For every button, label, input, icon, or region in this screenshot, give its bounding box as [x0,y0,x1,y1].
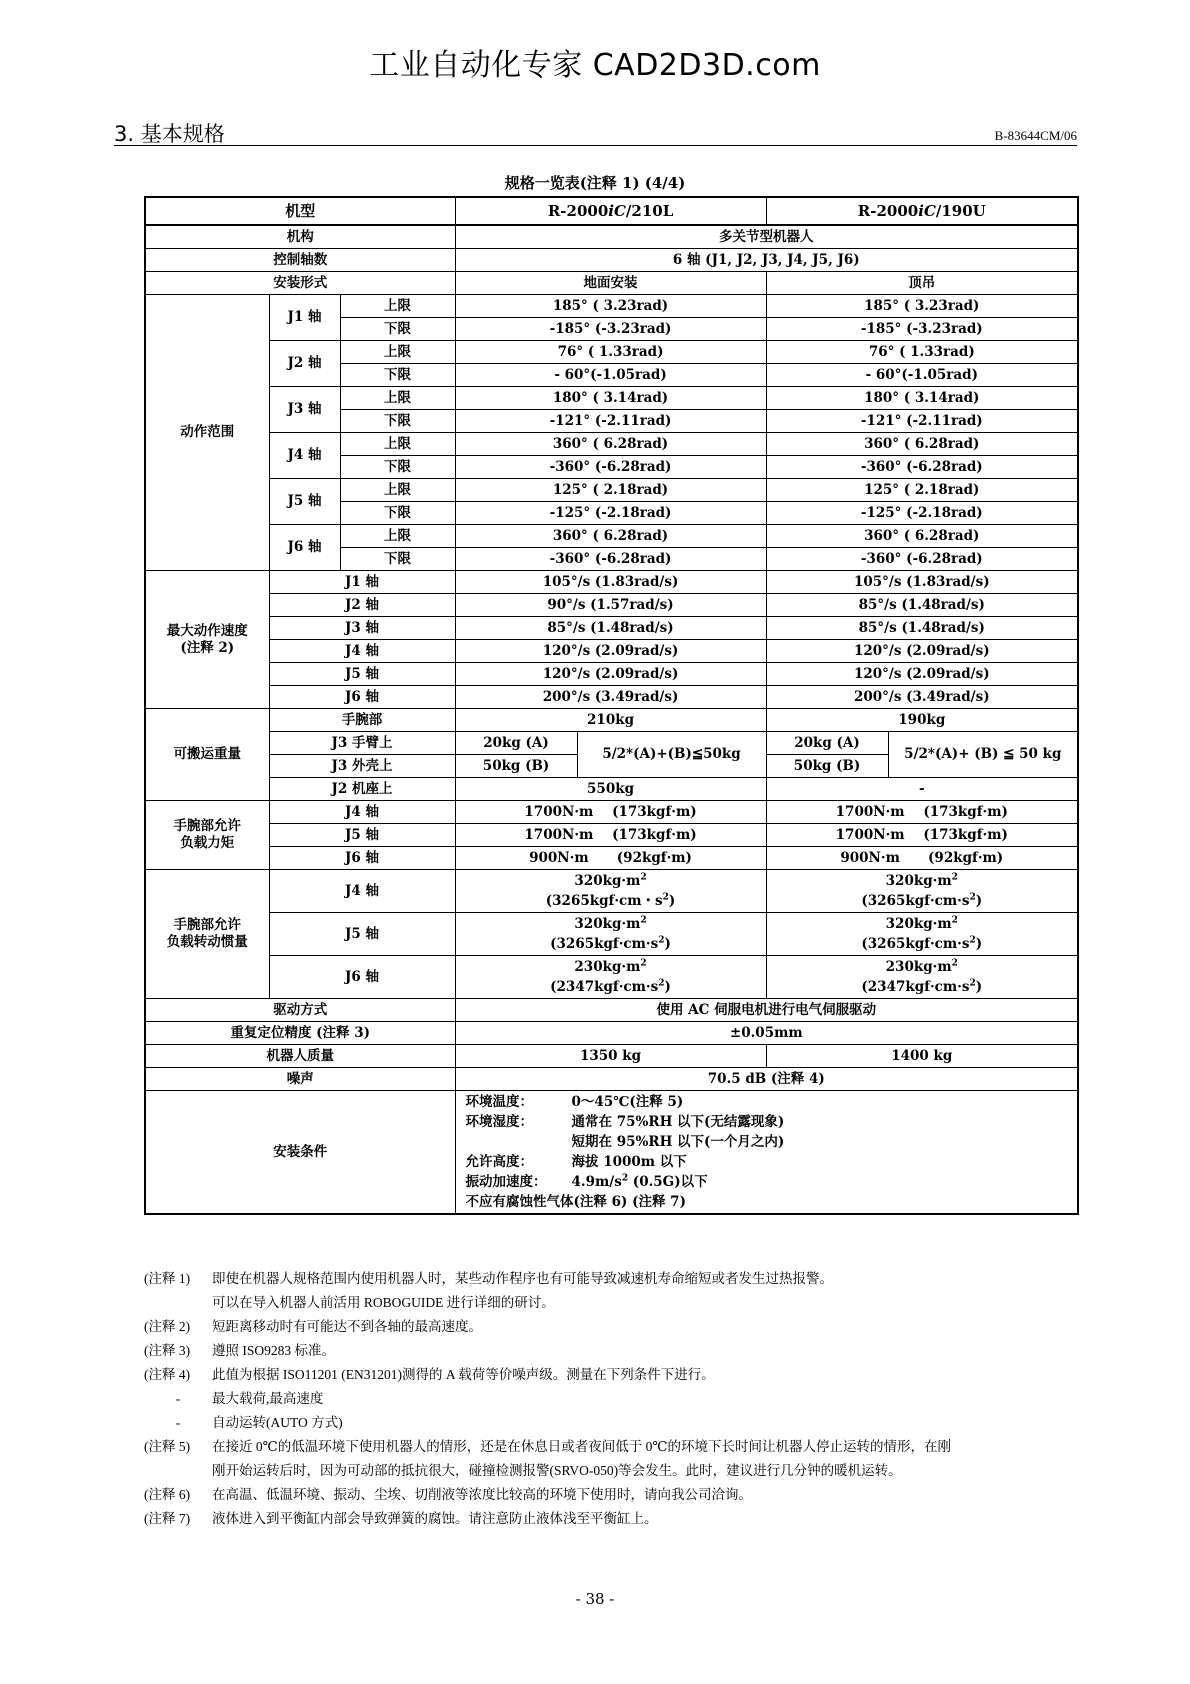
table-row [145,847,1078,870]
upper-label: 上限 [340,295,455,318]
lower-label: 下限 [340,318,455,341]
moment-value: 1700N·m (173kgf·m) [455,824,766,847]
note-item: (注释 3) 遵照 ISO9283 标准。 [144,1343,336,1358]
note-subitem: - 自动运转(AUTO 方式) [175,1415,343,1430]
range-value: -360° (-6.28rad) [455,456,766,479]
noise-label: 噪声 [145,1068,455,1091]
moment-value: 1700N·m (173kgf·m) [455,801,766,824]
install-conditions: 环境温度： 0～45℃(注释 5) 环境湿度： 通常在 75%RH 以下(无结露现象) 短期在 95%RH 以下(一个月之内) 允许高度： 海拔 1000m 以下 振动加速度： $4.9m/s^2$ (0.5G)以下 不应有腐蚀性气体(注释 6) (注释 7) [455,1091,1078,1215]
payload-label: 可搬运重量 [145,709,269,801]
mount-label: 安装形式 [145,272,455,295]
table-row [145,617,1078,640]
note-item: (注释 5) 在接近 0℃的低温环境下使用机器人的情形，还是在休息日或者夜间低于 0℃的环境下长时间让机器人停止运转的情形，在刚 [144,1439,951,1454]
range-value: 185° ( 3.23rad) [455,295,766,318]
inertia-axis-name: J4 轴 [269,870,455,913]
moment-label [145,801,269,870]
range-value: 180° ( 3.14rad) [766,387,1078,410]
moment-label-line2: 负载力矩 [180,835,235,851]
table-row [145,913,1078,956]
note-item: 可以在导入机器人前活用 ROBOGUIDE 进行详细的研讨。 [212,1295,555,1310]
table-row [145,732,1078,755]
inertia-value: $320kg\cdot m^2$ $(3265kgf\cdot cm\cdot s^2)$ [766,870,1078,913]
payload-wrist-a: 210kg [455,709,766,732]
table-row [145,479,1078,502]
table-row [145,272,1078,295]
table-row [145,640,1078,663]
table-row [145,1022,1078,1045]
header-model-a: R-2000iC/210L [455,197,766,225]
table-row [145,525,1078,548]
speed-value: 85°/s (1.48rad/s) [455,617,766,640]
payload-wrist-b: 190kg [766,709,1078,732]
table-row [145,1068,1078,1091]
range-value: 360° ( 6.28rad) [766,525,1078,548]
payload-j2base-b: - [766,778,1078,801]
upper-label: 上限 [340,341,455,364]
table-row [145,709,1078,732]
inertia-label-line2: 负载转动惯量 [166,934,248,950]
range-value: - 60°(-1.05rad) [455,364,766,387]
moment-label-line1: 手腕部允许 [173,818,241,834]
header-model-label: 机型 [145,197,455,225]
note-item: (注释 4) 此值为根据 ISO11201 (EN31201)测得的 A 载荷等价噪声级。测量在下列条件下进行。 [144,1367,715,1382]
speed-axis-name: J3 轴 [269,617,455,640]
table-row [145,1091,1078,1215]
speed-value: 200°/s (3.49rad/s) [766,686,1078,709]
section-title: 3. 基本规格 [114,122,225,146]
noise-value: 70.5 dB (注释 4) [455,1068,1078,1091]
table-row [145,870,1078,913]
moment-axis-name: J6 轴 [269,847,455,870]
spec-table [144,196,1079,1215]
lower-label: 下限 [340,456,455,479]
note-item: (注释 6) 在高温、低温环境、振动、尘埃、切削液等浓度比较高的环境下使用时，请向我公司洽询。 [144,1487,752,1502]
mass-label: 机器人质量 [145,1045,455,1068]
payload-combo-a: 5/2*(A)+(B)≦50kg [577,732,766,778]
inertia-label [145,870,269,999]
range-value: 360° ( 6.28rad) [455,433,766,456]
range-value: -360° (-6.28rad) [455,548,766,571]
range-value: -121° (-2.11rad) [766,410,1078,433]
install-label: 安装条件 [145,1091,455,1215]
range-value: -121° (-2.11rad) [455,410,766,433]
speed-value: 120°/s (2.09rad/s) [766,663,1078,686]
inertia-axis-name: J6 轴 [269,956,455,999]
range-axis-name: J5 轴 [269,479,340,525]
payload-j3case-a: 50kg (B) [455,755,577,778]
range-axis-name: J3 轴 [269,387,340,433]
speed-value: 90°/s (1.57rad/s) [455,594,766,617]
payload-j2base-a: 550kg [455,778,766,801]
table-row [145,594,1078,617]
table-row [145,387,1078,410]
range-axis-name: J6 轴 [269,525,340,571]
speed-value: 120°/s (2.09rad/s) [455,640,766,663]
note-item: 刚开始运转后时，因为可动部的抵抗很大，碰撞检测报警(SRVO-050)等会发生。此时，建议进行几分钟的暖机运转。 [212,1463,902,1478]
moment-value: 1700N·m (173kgf·m) [766,801,1078,824]
table-row [145,433,1078,456]
upper-label: 上限 [340,525,455,548]
range-value: -185° (-3.23rad) [455,318,766,341]
note-subitem: - 最大载荷,最高速度 [175,1391,324,1406]
range-axis-name: J1 轴 [269,295,340,341]
range-value: -360° (-6.28rad) [766,548,1078,571]
range-value: 185° ( 3.23rad) [766,295,1078,318]
drive-value: 使用 AC 伺服电机进行电气伺服驱动 [455,999,1078,1022]
table-row [145,249,1078,272]
notes-list [144,1267,1084,1531]
repeat-value: ±0.05mm [455,1022,1078,1045]
speed-label [145,571,269,709]
table-row [145,341,1078,364]
payload-combo-b: 5/2*(A)+ (B) ≦ 50 kg [888,732,1078,778]
range-value: 360° ( 6.28rad) [766,433,1078,456]
inertia-value: $230kg\cdot m^2$ $(2347kgf\cdot cm\cdot s^2)$ [766,956,1078,999]
speed-axis-name: J4 轴 [269,640,455,663]
table-caption: 规格一览表(注释 1) (4/4) [504,174,686,192]
axes-label: 控制轴数 [145,249,455,272]
speed-value: 200°/s (3.49rad/s) [455,686,766,709]
watermark-text: 工业自动化专家 CAD2D3D.com [369,48,821,83]
speed-axis-name: J1 轴 [269,571,455,594]
speed-label-line1: 最大动作速度 [166,622,248,639]
inertia-axis-name: J5 轴 [269,913,455,956]
note-item: (注释 7) 液体进入到平衡缸内部会导致弹簧的腐蚀。请注意防止液体浅至平衡缸上。 [144,1511,658,1526]
inertia-value: $230kg\cdot m^2$ $(2347kgf\cdot cm\cdot s^2)$ [455,956,766,999]
payload-j3arm-a: 20kg (A) [455,732,577,755]
mount-b: 顶吊 [766,272,1078,295]
table-row [145,824,1078,847]
payload-j3arm-name: J3 手臂上 [269,732,455,755]
upper-label: 上限 [340,387,455,410]
table-row [145,571,1078,594]
range-value: 125° ( 2.18rad) [455,479,766,502]
table-row [145,999,1078,1022]
payload-j3case-name: J3 外壳上 [269,755,455,778]
moment-value: 1700N·m (173kgf·m) [766,824,1078,847]
upper-label: 上限 [340,433,455,456]
speed-axis-name: J5 轴 [269,663,455,686]
range-value: 180° ( 3.14rad) [455,387,766,410]
table-row [145,663,1078,686]
payload-j3case-b: 50kg (B) [766,755,888,778]
mass-b: 1400 kg [766,1045,1078,1068]
lower-label: 下限 [340,502,455,525]
document-number: B-83644CM/06 [994,128,1077,143]
mechanism-label: 机构 [145,225,455,249]
payload-j2base-name: J2 机座上 [269,778,455,801]
table-row [145,801,1078,824]
repeat-label: 重复定位精度 (注释 3) [145,1022,455,1045]
speed-value: 105°/s (1.83rad/s) [455,571,766,594]
mechanism-value: 多关节型机器人 [455,225,1078,249]
range-value: -125° (-2.18rad) [455,502,766,525]
speed-value: 85°/s (1.48rad/s) [766,594,1078,617]
speed-axis-name: J6 轴 [269,686,455,709]
axes-value: 6 轴 (J1, J2, J3, J4, J5, J6) [455,249,1078,272]
note-item: (注释 1) 即使在机器人规格范围内使用机器人时，某些动作程序也有可能导致减速机寿命缩短或者发生过热报警。 [144,1271,833,1286]
speed-value: 105°/s (1.83rad/s) [766,571,1078,594]
moment-value: 900N·m (92kgf·m) [766,847,1078,870]
range-value: 125° ( 2.18rad) [766,479,1078,502]
payload-j3arm-b: 20kg (A) [766,732,888,755]
inertia-value: $320kg\cdot m^2$ $(3265kgf\cdot cm\cdot s^2)$ [455,913,766,956]
header-model-b: R-2000iC/190U [766,197,1078,225]
table-row [145,686,1078,709]
note-item: (注释 2) 短距离移动时有可能达不到各轴的最高速度。 [144,1319,482,1334]
speed-value: 120°/s (2.09rad/s) [455,663,766,686]
drive-label: 驱动方式 [145,999,455,1022]
range-value: 360° ( 6.28rad) [455,525,766,548]
range-value: -125° (-2.18rad) [766,502,1078,525]
mount-a: 地面安装 [455,272,766,295]
range-value: -185° (-3.23rad) [766,318,1078,341]
inertia-value: $320kg\cdot m^2$ (3265kgf·cm・$s^2$) [455,870,766,913]
table-header-row [145,197,1078,225]
mass-a: 1350 kg [455,1045,766,1068]
range-label: 动作范围 [145,295,269,571]
lower-label: 下限 [340,548,455,571]
payload-wrist-name: 手腕部 [269,709,455,732]
table-row [145,225,1078,249]
lower-label: 下限 [340,364,455,387]
inertia-value: $320kg\cdot m^2$ $(3265kgf\cdot cm\cdot s^2)$ [766,913,1078,956]
range-axis-name: J2 轴 [269,341,340,387]
page-number: - 38 - [575,1590,615,1608]
range-value: 76° ( 1.33rad) [455,341,766,364]
header-rule [114,145,1077,146]
speed-label-line2: (注释 2) [180,639,235,656]
moment-axis-name: J5 轴 [269,824,455,847]
moment-value: 900N·m (92kgf·m) [455,847,766,870]
upper-label: 上限 [340,479,455,502]
range-axis-name: J4 轴 [269,433,340,479]
range-value: 76° ( 1.33rad) [766,341,1078,364]
speed-value: 85°/s (1.48rad/s) [766,617,1078,640]
range-value: - 60°(-1.05rad) [766,364,1078,387]
speed-axis-name: J2 轴 [269,594,455,617]
table-row [145,1045,1078,1068]
table-row [145,778,1078,801]
moment-axis-name: J4 轴 [269,801,455,824]
lower-label: 下限 [340,410,455,433]
table-row [145,295,1078,318]
speed-value: 120°/s (2.09rad/s) [766,640,1078,663]
table-row [145,956,1078,999]
inertia-label-line1: 手腕部允许 [173,917,241,933]
range-value: -360° (-6.28rad) [766,456,1078,479]
